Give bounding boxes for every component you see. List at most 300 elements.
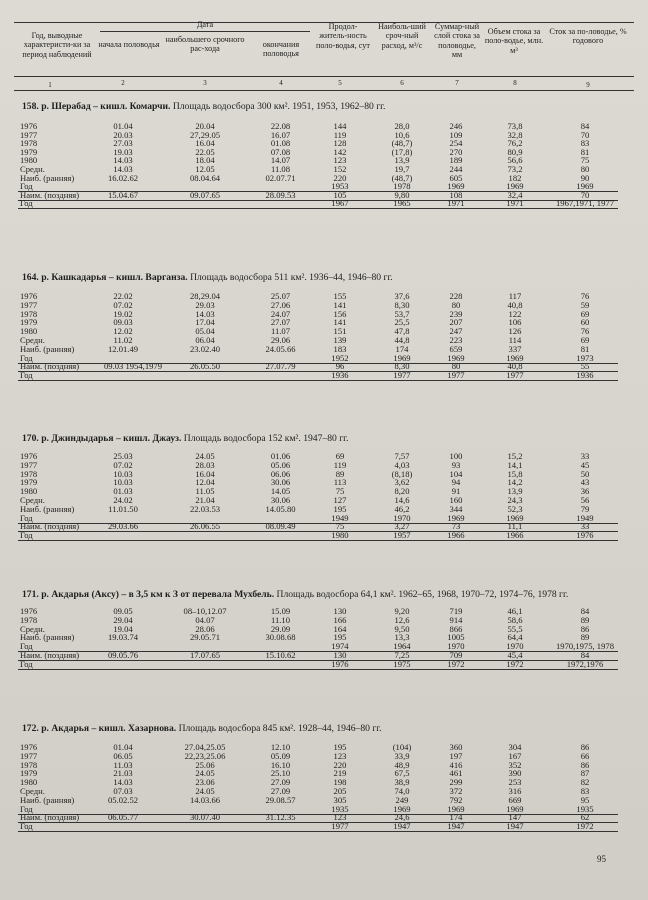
- table-row: [0, 478, 648, 487]
- table-cell: 100: [449, 451, 463, 461]
- table-row: [0, 318, 648, 327]
- table-cell: 81: [580, 343, 590, 354]
- table-cell: 90: [580, 172, 590, 183]
- section-title: [22, 433, 348, 444]
- table-row: [0, 362, 648, 371]
- table-cell: 207: [449, 317, 463, 328]
- section-title: [22, 723, 382, 734]
- table-cell: 56,6: [507, 155, 523, 166]
- table-cell: 1977: [506, 370, 524, 381]
- table-cell: 1977: [20, 299, 38, 310]
- table-cell: 64,4: [507, 632, 523, 643]
- table-cell: Средн.: [20, 495, 45, 505]
- table-cell: 461: [449, 768, 463, 779]
- table-cell: 33,9: [394, 750, 410, 761]
- table-cell: 06.05.77: [107, 812, 139, 823]
- table-cell: 1978: [20, 759, 38, 770]
- table-cell: 1970: [506, 641, 524, 652]
- table-cell: 07.02: [113, 299, 133, 310]
- table-cell: 16.02.62: [107, 172, 139, 183]
- table-cell: 05.02.52: [107, 794, 139, 805]
- table-cell: 1973: [576, 352, 594, 363]
- table-cell: 8,30: [394, 299, 410, 310]
- table-cell: 337: [508, 343, 522, 354]
- table-cell: 87: [580, 768, 590, 779]
- table-cell: Наим. (поздняя): [20, 650, 80, 660]
- table-cell: 94: [451, 477, 461, 488]
- table-cell: 89: [335, 468, 345, 479]
- section-number: 171.: [22, 589, 39, 600]
- table-cell: 07.02: [113, 459, 133, 470]
- table-cell: 1964: [393, 641, 411, 652]
- table-cell: 28.09.53: [265, 189, 296, 200]
- table-cell: 11.08: [270, 164, 291, 174]
- table-cell: 02.07.71: [265, 172, 296, 183]
- table-cell: 84: [580, 650, 590, 660]
- table-cell: 253: [508, 777, 522, 788]
- table-cell: 05.04: [195, 326, 215, 337]
- table-cell: 117: [508, 291, 522, 301]
- table-cell: 1953: [331, 181, 349, 192]
- table-cell: 12.10: [270, 742, 291, 752]
- table-cell: 29.06: [270, 335, 291, 345]
- table-cell: 09.07.65: [189, 189, 221, 200]
- table-row: [0, 607, 648, 616]
- section-info: Площадь водосбора 300 км². 1951, 1953, 1962–80 гг.: [172, 101, 386, 112]
- table-cell: 66: [580, 750, 590, 761]
- table-cell: 28.03: [195, 459, 215, 470]
- table-row: [0, 514, 648, 523]
- table-row: [0, 354, 648, 363]
- table-cell: 73: [451, 521, 461, 532]
- table-cell: Наиб. (ранняя): [20, 632, 75, 643]
- table-cell: 1969: [447, 512, 465, 523]
- table-cell: 25.07: [270, 291, 291, 301]
- header-col6: Суммар-ный слой стока за половодье, мм: [434, 22, 480, 60]
- table-cell: 14,1: [507, 459, 523, 470]
- section-river: р. Акдарья – кишл. Хазарнова.: [41, 723, 177, 734]
- table-cell: 659: [449, 343, 463, 354]
- table-cell: 80: [580, 164, 590, 174]
- section-river: р. Джиндыдарья – кишл. Джауз.: [41, 433, 182, 444]
- table-cell: 19.04: [113, 623, 133, 634]
- table-cell: 914: [449, 614, 463, 625]
- table-cell: 1978: [20, 138, 38, 149]
- table-cell: Год: [20, 658, 33, 669]
- table-cell: 70: [580, 189, 590, 200]
- table-cell: Год: [20, 181, 33, 192]
- table-cell: 08.04.64: [189, 172, 221, 183]
- table-cell: 69: [580, 308, 590, 319]
- table-cell: 1979: [20, 477, 38, 488]
- table-cell: 197: [449, 750, 463, 761]
- table-cell: 1949: [576, 512, 594, 523]
- table-cell: 73,8: [507, 121, 523, 131]
- table-cell: 1978: [20, 308, 38, 319]
- table-row: [0, 452, 648, 461]
- table-cell: 141: [333, 317, 347, 328]
- table-cell: 86: [580, 742, 590, 752]
- table-row: [0, 522, 648, 531]
- table-cell: 69: [580, 335, 590, 345]
- row-rule: [18, 540, 618, 541]
- table-cell: 24,6: [394, 812, 410, 823]
- table-cell: 1976: [20, 291, 38, 301]
- table-cell: 11.03: [113, 759, 133, 770]
- table-row: [0, 633, 648, 642]
- table-cell: 166: [333, 614, 347, 625]
- table-cell: 27.07.79: [265, 361, 296, 372]
- section-title: [22, 101, 385, 112]
- table-cell: 372: [449, 786, 463, 796]
- table-cell: 109: [449, 129, 463, 140]
- table-cell: 195: [333, 742, 347, 752]
- table-cell: 9,80: [394, 189, 410, 200]
- table-cell: 304: [508, 742, 522, 752]
- table-cell: 30.07.40: [189, 812, 221, 823]
- table-cell: 1967: [331, 198, 349, 209]
- table-cell: 119: [333, 129, 347, 140]
- table-cell: 198: [333, 777, 347, 788]
- header-col8: Сток за по-ловодье, % годового: [549, 27, 627, 46]
- table-cell: 27.04,25.05: [184, 742, 226, 752]
- table-cell: 123: [333, 750, 347, 761]
- table-cell: 08.09.49: [265, 521, 296, 532]
- table-cell: 45,4: [507, 650, 523, 660]
- table-cell: Год: [20, 821, 33, 832]
- table-cell: 01.08: [270, 138, 291, 149]
- table-cell: 48,9: [394, 759, 410, 770]
- table-cell: 24.05: [195, 768, 215, 779]
- table-cell: 84: [580, 121, 590, 131]
- table-cell: 52,3: [507, 503, 523, 514]
- table-cell: 32,4: [507, 189, 523, 200]
- table-cell: 80,9: [507, 146, 523, 157]
- table-cell: 76: [580, 326, 590, 337]
- table-cell: 709: [449, 650, 463, 660]
- table-cell: 69: [335, 451, 345, 461]
- table-cell: 1972: [576, 821, 594, 832]
- table-cell: 174: [449, 812, 463, 823]
- table-cell: 62: [580, 812, 590, 823]
- table-cell: 89: [580, 614, 590, 625]
- table-cell: 246: [449, 121, 463, 131]
- table-cell: Год: [20, 198, 33, 209]
- section-river: р. Кашкадарья – кишл. Варганза.: [41, 272, 188, 283]
- table-cell: 1976: [20, 121, 38, 131]
- table-cell: 24,3: [507, 495, 523, 505]
- table-row: [0, 461, 648, 470]
- table-cell: Год: [20, 803, 33, 814]
- table-cell: 80: [451, 361, 461, 372]
- header-col1: начала половодья: [98, 40, 160, 49]
- table-row: [0, 822, 648, 831]
- table-cell: 160: [449, 495, 463, 505]
- table-cell: 14.03: [113, 777, 133, 788]
- table-cell: 46,1: [507, 606, 523, 616]
- table-cell: 1947: [393, 821, 411, 832]
- table-cell: 26.06.55: [189, 521, 221, 532]
- table-cell: 14.03: [113, 164, 133, 174]
- header-col0: Год, выводные характеристи-ки за период наблюдений: [22, 31, 92, 59]
- table-cell: 08–10,12.07: [183, 606, 227, 616]
- table-cell: 33: [580, 451, 590, 461]
- table-cell: 7,25: [394, 650, 410, 660]
- table-cell: 86: [580, 623, 590, 634]
- table-cell: 183: [333, 343, 347, 354]
- table-cell: Наиб. (ранняя): [20, 172, 75, 183]
- table-cell: 19,7: [394, 164, 410, 174]
- table-cell: 1969: [506, 181, 524, 192]
- table-cell: 45: [580, 459, 590, 470]
- table-cell: 249: [395, 794, 409, 805]
- table-cell: Наим. (поздняя): [20, 189, 80, 200]
- table-row: [0, 292, 648, 301]
- header-num-7: 7: [455, 79, 459, 87]
- table-cell: 56: [580, 495, 590, 505]
- table-cell: 14.03: [113, 155, 133, 166]
- table-row: [0, 752, 648, 761]
- table-cell: 113: [333, 477, 347, 488]
- table-cell: 30.08.68: [265, 632, 296, 643]
- table-cell: 19.03.74: [107, 632, 139, 643]
- table-cell: Средн.: [20, 335, 45, 345]
- table-cell: 27.07: [270, 317, 291, 328]
- table-cell: 26.05.50: [189, 361, 221, 372]
- header-num-6: 6: [400, 79, 404, 87]
- table-cell: 24.05.66: [265, 343, 296, 354]
- table-cell: 1979: [20, 768, 38, 779]
- table-cell: 96: [335, 361, 345, 372]
- table-cell: 1976: [20, 742, 38, 752]
- table-cell: 156: [333, 308, 347, 319]
- table-cell: 05.06: [270, 459, 291, 470]
- table-cell: 14,6: [394, 495, 410, 505]
- table-cell: 11.01.50: [108, 503, 138, 514]
- table-cell: 83: [580, 138, 590, 149]
- header-col3: окончания половодья: [262, 40, 300, 59]
- table-cell: 1969: [447, 803, 465, 814]
- table-cell: 195: [333, 503, 347, 514]
- section-info: Площадь водосбора 152 км². 1947–80 гг.: [183, 433, 349, 444]
- header-col2: наибольшего срочного рас-хода: [165, 35, 245, 54]
- table-cell: Год: [20, 641, 33, 652]
- header-date-group: Дата: [196, 20, 214, 29]
- table-cell: 1977: [20, 129, 38, 140]
- table-cell: 1978: [20, 614, 38, 625]
- table-cell: 669: [508, 794, 522, 805]
- table-row: [0, 778, 648, 787]
- table-cell: 15,8: [507, 468, 523, 479]
- table-cell: 1949: [331, 512, 349, 523]
- table-cell: 1976: [20, 451, 38, 461]
- header-num-8: 8: [513, 79, 517, 87]
- table-cell: 83: [580, 786, 590, 796]
- table-cell: 22.05: [195, 146, 215, 157]
- table-cell: 14.05.80: [265, 503, 296, 514]
- table-cell: 19.03: [113, 146, 133, 157]
- section-info: Площадь водосбора 64,1 км². 1962–65, 1968, 1970–72, 1974–76, 1978 гг.: [276, 589, 569, 600]
- table-cell: 31.12.35: [265, 812, 296, 823]
- table-cell: 10.03: [113, 468, 133, 479]
- table-cell: 50: [580, 468, 590, 479]
- table-cell: 4,03: [394, 459, 410, 470]
- table-cell: 37,6: [394, 291, 410, 301]
- table-cell: 3,27: [394, 521, 410, 532]
- row-rule: [18, 208, 618, 209]
- table-cell: 29.03.66: [107, 521, 139, 532]
- table-cell: 104: [449, 468, 463, 479]
- table-cell: 40,8: [507, 299, 523, 310]
- table-cell: 1976: [331, 658, 349, 669]
- table-cell: 23.02.40: [189, 343, 221, 354]
- table-cell: 09.03 1954,1979: [104, 361, 163, 372]
- table-cell: 14.05: [270, 486, 291, 497]
- table-cell: 70: [580, 129, 590, 140]
- table-cell: 28,0: [394, 121, 410, 131]
- table-cell: 15,2: [507, 451, 523, 461]
- table-cell: (17,8): [391, 146, 413, 157]
- table-cell: 123: [333, 812, 347, 823]
- table-row: [0, 660, 648, 669]
- table-cell: 12.01.49: [107, 343, 139, 354]
- table-cell: 1980: [20, 155, 38, 166]
- table-cell: 22.02: [113, 291, 133, 301]
- table-cell: 1976: [576, 530, 594, 541]
- table-cell: 866: [449, 623, 463, 634]
- table-cell: 316: [508, 786, 522, 796]
- table-cell: 22.08: [270, 121, 291, 131]
- table-cell: 29.03: [195, 299, 215, 310]
- table-row: [0, 743, 648, 752]
- header-col7: Объем стока за поло-водье, млн. м³: [484, 27, 544, 55]
- table-row: [0, 345, 648, 354]
- table-cell: 47,8: [394, 326, 410, 337]
- table-cell: 17.04: [195, 317, 215, 328]
- table-cell: 13,9: [507, 486, 523, 497]
- table-cell: 122: [508, 308, 522, 319]
- table-cell: 25.10: [270, 768, 291, 779]
- table-row: [0, 761, 648, 770]
- table-cell: 43: [580, 477, 590, 488]
- row-rule: [18, 669, 618, 670]
- table-cell: 1977: [331, 821, 349, 832]
- table-cell: 1975: [393, 658, 411, 669]
- table-cell: 1967,1971, 1977: [555, 198, 614, 209]
- table-row: [0, 531, 648, 540]
- table-cell: 55,5: [507, 623, 523, 634]
- table-cell: 59: [580, 299, 590, 310]
- table-cell: 06.04: [195, 335, 215, 345]
- table-row: [0, 787, 648, 796]
- table-cell: 22.03.53: [189, 503, 221, 514]
- table-cell: 29.04: [113, 614, 133, 625]
- table-row: [0, 625, 648, 634]
- table-cell: 1972: [506, 658, 524, 669]
- table-cell: 167: [508, 750, 522, 761]
- table-cell: (104): [392, 742, 412, 752]
- table-cell: 1980: [20, 486, 38, 497]
- table-cell: 305: [333, 794, 347, 805]
- table-row: [0, 487, 648, 496]
- table-cell: 19.02: [113, 308, 133, 319]
- table-cell: 16.04: [195, 468, 215, 479]
- table-cell: 10.03: [113, 477, 133, 488]
- table-cell: 12.04: [195, 477, 215, 488]
- table-cell: Средн.: [20, 786, 45, 796]
- table-cell: Наим. (поздняя): [20, 361, 80, 372]
- table-cell: 76: [580, 291, 590, 301]
- table-cell: 1971: [447, 198, 465, 209]
- table-cell: 1969: [447, 181, 465, 192]
- table-cell: 416: [449, 759, 463, 770]
- table-cell: 30.06: [270, 495, 291, 505]
- table-cell: 1969: [506, 803, 524, 814]
- table-row: [0, 371, 648, 380]
- table-cell: Год: [20, 370, 33, 381]
- table-cell: 73,2: [507, 164, 523, 174]
- header-mid-rule: [14, 76, 634, 77]
- table-cell: 130: [333, 650, 347, 660]
- table-cell: 1947: [447, 821, 465, 832]
- table-row: [0, 813, 648, 822]
- table-cell: 127: [333, 495, 347, 505]
- table-cell: (8,18): [391, 468, 413, 479]
- table-cell: 128: [333, 138, 347, 149]
- table-cell: 1977: [393, 370, 411, 381]
- table-cell: 1971: [506, 198, 524, 209]
- table-cell: 27,29.05: [189, 129, 221, 140]
- table-cell: 1977: [20, 750, 38, 761]
- row-rule: [18, 380, 618, 381]
- table-cell: Наим. (поздняя): [20, 521, 80, 532]
- table-cell: 106: [508, 317, 522, 328]
- header-num-3: 3: [203, 79, 207, 87]
- table-cell: 27.03: [113, 138, 133, 149]
- table-cell: Год: [20, 512, 33, 523]
- table-cell: 40,8: [507, 361, 523, 372]
- table-cell: 220: [333, 759, 347, 770]
- table-cell: 76,2: [507, 138, 523, 149]
- table-cell: 38,9: [394, 777, 410, 788]
- table-cell: 239: [449, 308, 463, 319]
- table-cell: 18.04: [195, 155, 215, 166]
- table-cell: 01.04: [113, 742, 133, 752]
- table-cell: (48,7): [391, 172, 413, 183]
- header-num-4: 4: [279, 79, 283, 87]
- table-cell: 29.09: [270, 623, 291, 634]
- table-cell: 1957: [393, 530, 411, 541]
- table-cell: Год: [20, 530, 33, 541]
- table-cell: 147: [508, 812, 522, 823]
- table-cell: 12.05: [195, 164, 215, 174]
- table-cell: 33: [580, 521, 590, 532]
- table-cell: 164: [333, 623, 347, 634]
- header-num-1: 1: [48, 81, 52, 89]
- section-number: 164.: [22, 272, 39, 283]
- table-cell: 228: [449, 291, 463, 301]
- table-cell: 9,20: [394, 606, 410, 616]
- table-cell: 11.05: [195, 486, 215, 497]
- table-cell: 06.05: [113, 750, 133, 761]
- header-num-9: 9: [586, 81, 590, 89]
- table-cell: 1936: [331, 370, 349, 381]
- table-cell: 1979: [20, 146, 38, 157]
- table-cell: Средн.: [20, 623, 45, 634]
- table-cell: 12.02: [113, 326, 133, 337]
- table-cell: 189: [449, 155, 463, 166]
- table-cell: 174: [395, 343, 409, 354]
